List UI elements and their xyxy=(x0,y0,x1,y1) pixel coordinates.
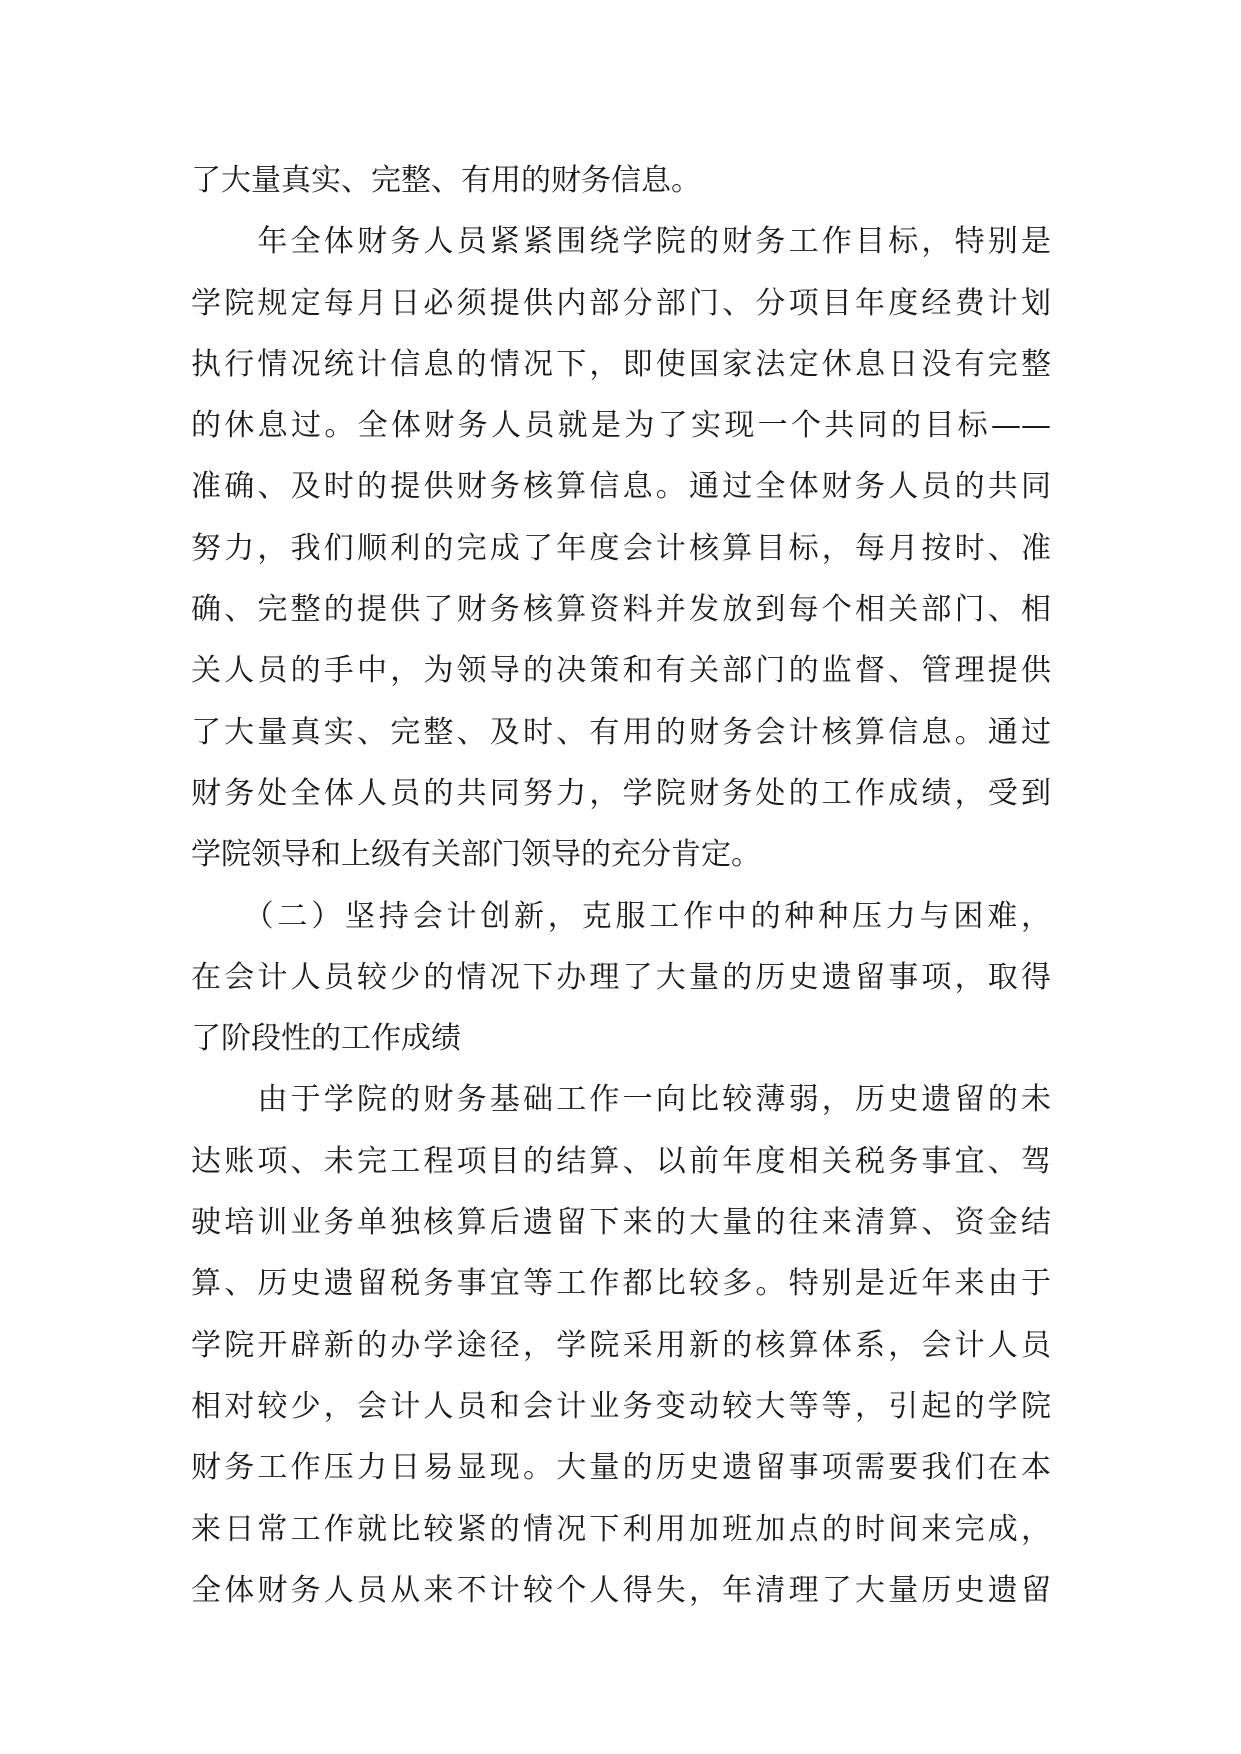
text-line: 执行情况统计信息的情况下，即使国家法定休息日没有完整 xyxy=(191,346,1051,382)
text-line: 确、完整的提供了财务核算资料并发放到每个相关部门、相 xyxy=(191,592,1051,628)
section-heading-line: 在会计人员较少的情况下办理了大量的历史遗留事项，取得 xyxy=(191,959,1051,995)
text-line: 学院领导和上级有关部门领导的充分肯定。 xyxy=(191,837,761,873)
text-line: 财务处全体人员的共同努力，学院财务处的工作成绩，受到 xyxy=(191,775,1051,811)
text-line: 年全体财务人员紧紧围绕学院的财务工作目标，特别是 xyxy=(191,224,1051,260)
section-heading-line: （二）坚持会计创新，克服工作中的种种压力与困难， xyxy=(191,898,1051,934)
text-line: 学院开辟新的办学途径，学院采用新的核算体系，会计人员 xyxy=(191,1327,1051,1363)
text-line: 关人员的手中，为领导的决策和有关部门的监督、管理提供 xyxy=(191,653,1051,689)
text-line: 努力，我们顺利的完成了年度会计核算目标，每月按时、准 xyxy=(191,530,1051,566)
text-line: 由于学院的财务基础工作一向比较薄弱，历史遗留的未 xyxy=(191,1082,1051,1118)
text-line: 驶培训业务单独核算后遗留下来的大量的往来清算、资金结 xyxy=(191,1205,1051,1241)
text-line: 了大量真实、完整、有用的财务信息。 xyxy=(191,163,701,198)
section-heading-line: 了阶段性的工作成绩 xyxy=(191,1021,461,1057)
text-line: 学院规定每月日必须提供内部分部门、分项目年度经费计划 xyxy=(191,285,1051,321)
text-line: 相对较少，会计人员和会计业务变动较大等等，引起的学院 xyxy=(191,1388,1051,1424)
text-line: 来日常工作就比较紧的情况下利用加班加点的时间来完成， xyxy=(191,1511,1051,1547)
text-line: 的休息过。全体财务人员就是为了实现一个共同的目标—— xyxy=(191,408,1051,444)
text-line: 全体财务人员从来不计较个人得失，年清理了大量历史遗留 xyxy=(191,1572,1051,1608)
text-line: 达账项、未完工程项目的结算、以前年度相关税务事宜、驾 xyxy=(191,1143,1051,1179)
text-line: 算、历史遗留税务事宜等工作都比较多。特别是近年来由于 xyxy=(191,1266,1051,1302)
text-line: 准确、及时的提供财务核算信息。通过全体财务人员的共同 xyxy=(191,469,1051,505)
document-body xyxy=(191,150,1051,1621)
text-line: 了大量真实、完整、及时、有用的财务会计核算信息。通过 xyxy=(191,714,1051,750)
text-line: 财务工作压力日易显现。大量的历史遗留事项需要我们在本 xyxy=(191,1450,1051,1486)
